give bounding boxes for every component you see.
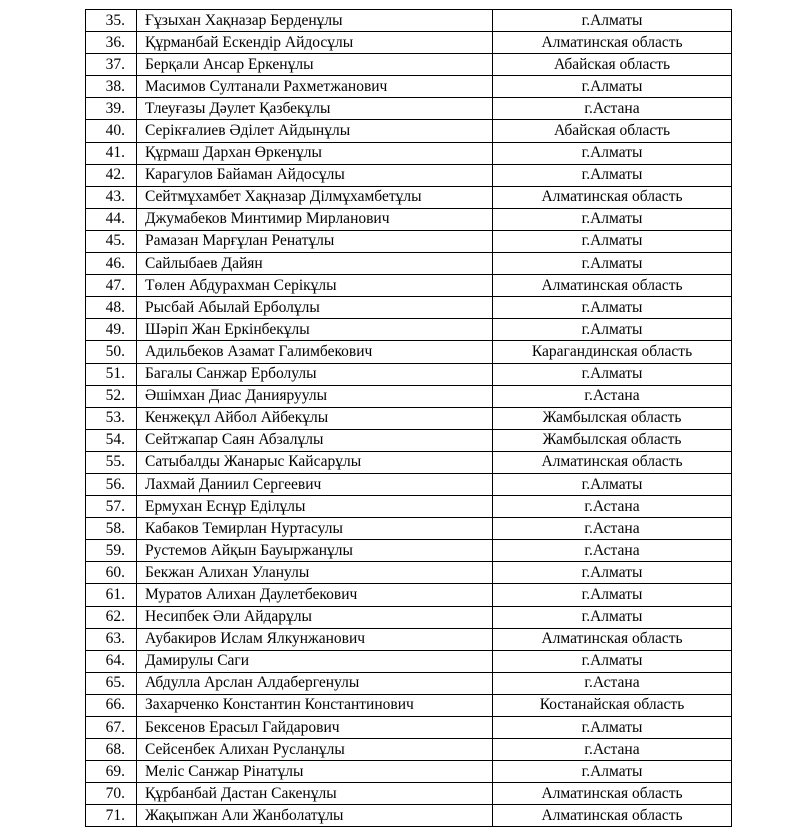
row-number: 52. [86,385,137,407]
row-number: 48. [86,297,137,319]
person-name: Абдулла Арслан Алдабергенулы [137,672,493,694]
table-row [86,297,732,319]
region-name: г.Алматы [493,650,732,672]
person-name: Дамирулы Саги [137,650,493,672]
row-number: 47. [86,275,137,297]
row-number: 50. [86,341,137,363]
person-name: Карагулов Байаман Айдосұлы [137,164,493,186]
table-row [86,275,732,297]
region-name: Алматинская область [493,628,732,650]
table-row [86,76,732,98]
region-name: г.Алматы [493,363,732,385]
person-name: Серікғалиев Әділет Айдынұлы [137,120,493,142]
table-row [86,540,732,562]
table-row [86,32,732,54]
table-row [86,385,732,407]
row-number: 67. [86,717,137,739]
row-number: 55. [86,451,137,473]
region-name: Жамбылская область [493,429,732,451]
person-name: Шәріп Жан Еркінбекұлы [137,319,493,341]
row-number: 63. [86,628,137,650]
person-name: Ермухан Еснұр Еділұлы [137,496,493,518]
table-row [86,739,732,761]
table-row [86,253,732,275]
table-row [86,518,732,540]
row-number: 43. [86,186,137,208]
person-name: Сатыбалды Жанарыс Кайсарұлы [137,451,493,473]
region-name: г.Алматы [493,297,732,319]
region-name: г.Астана [493,540,732,562]
table-row [86,672,732,694]
person-name: Масимов Султанали Рахметжанович [137,76,493,98]
table-row [86,650,732,672]
table-row [86,783,732,805]
person-name: Бексенов Ерасыл Гайдарович [137,717,493,739]
region-name: г.Алматы [493,562,732,584]
person-name: Меліс Санжар Рінатұлы [137,761,493,783]
table-row [86,363,732,385]
person-name: Берқали Ансар Еркенұлы [137,54,493,76]
person-name: Тлеуғазы Дәулет Қазбекұлы [137,98,493,120]
row-number: 49. [86,319,137,341]
person-name: Кенжеқұл Айбол Айбекұлы [137,407,493,429]
person-name: Жақыпжан Али Жанболатұлы [137,805,493,827]
table-row [86,142,732,164]
row-number: 58. [86,518,137,540]
person-name: Құрбанбай Дастан Сакенұлы [137,783,493,805]
person-name: Бекжан Алихан Уланулы [137,562,493,584]
table-row [86,164,732,186]
table-row [86,230,732,252]
row-number: 65. [86,672,137,694]
row-number: 66. [86,694,137,716]
row-number: 62. [86,606,137,628]
person-name: Рустемов Айқын Бауыржанұлы [137,540,493,562]
person-name: Аубакиров Ислам Ялкунжанович [137,628,493,650]
region-name: Абайская область [493,54,732,76]
person-name: Ғұзыхан Хақназар Берденұлы [137,10,493,32]
person-name: Багалы Санжар Ерболулы [137,363,493,385]
table-row [86,473,732,495]
table-body [86,10,732,827]
region-name: г.Астана [493,518,732,540]
table-row [86,319,732,341]
person-name: Муратов Алихан Даулетбекович [137,584,493,606]
row-number: 68. [86,739,137,761]
row-number: 54. [86,429,137,451]
person-name: Рысбай Абылай Ерболұлы [137,297,493,319]
region-name: г.Алматы [493,164,732,186]
person-name: Әшімхан Диас Данияруулы [137,385,493,407]
row-number: 40. [86,120,137,142]
region-name: г.Астана [493,98,732,120]
table-row [86,341,732,363]
row-number: 59. [86,540,137,562]
region-name: г.Алматы [493,10,732,32]
region-name: Алматинская область [493,805,732,827]
region-name: г.Алматы [493,208,732,230]
row-number: 56. [86,473,137,495]
region-name: г.Алматы [493,76,732,98]
table-row [86,562,732,584]
table-row [86,120,732,142]
table-row [86,761,732,783]
person-name: Сейтмұхамбет Хақназар Ділмұхамбетұлы [137,186,493,208]
row-number: 42. [86,164,137,186]
table-row [86,407,732,429]
person-name: Сейтжапар Саян Абзалұлы [137,429,493,451]
student-list-table [85,9,732,827]
region-name: г.Астана [493,496,732,518]
person-name: Құрманбай Ескендір Айдосұлы [137,32,493,54]
person-name: Сайлыбаев Дайян [137,253,493,275]
person-name: Несипбек Әли Айдарұлы [137,606,493,628]
region-name: Алматинская область [493,783,732,805]
person-name: Рамазан Марғұлан Ренатұлы [137,230,493,252]
row-number: 39. [86,98,137,120]
table-row [86,805,732,827]
row-number: 61. [86,584,137,606]
region-name: г.Астана [493,385,732,407]
region-name: Алматинская область [493,451,732,473]
row-number: 70. [86,783,137,805]
table-row [86,496,732,518]
row-number: 60. [86,562,137,584]
row-number: 36. [86,32,137,54]
region-name: г.Алматы [493,761,732,783]
table-row [86,717,732,739]
region-name: г.Алматы [493,230,732,252]
row-number: 71. [86,805,137,827]
person-name: Құрмаш Дархан Өркенұлы [137,142,493,164]
region-name: Карагандинская область [493,341,732,363]
row-number: 44. [86,208,137,230]
region-name: Алматинская область [493,275,732,297]
region-name: Алматинская область [493,186,732,208]
row-number: 46. [86,253,137,275]
region-name: г.Астана [493,672,732,694]
region-name: г.Алматы [493,606,732,628]
region-name: г.Астана [493,739,732,761]
region-name: г.Алматы [493,319,732,341]
person-name: Адильбеков Азамат Галимбекович [137,341,493,363]
row-number: 51. [86,363,137,385]
person-name: Сейсенбек Алихан Русланұлы [137,739,493,761]
region-name: Абайская область [493,120,732,142]
table-row [86,584,732,606]
row-number: 45. [86,230,137,252]
region-name: г.Алматы [493,142,732,164]
person-name: Лахмай Даниил Сергеевич [137,473,493,495]
table-row [86,451,732,473]
person-name: Кабаков Темирлан Нуртасулы [137,518,493,540]
row-number: 64. [86,650,137,672]
region-name: г.Алматы [493,584,732,606]
region-name: г.Алматы [493,253,732,275]
table-row [86,694,732,716]
table-row [86,628,732,650]
region-name: г.Алматы [493,717,732,739]
person-name: Төлен Абдурахман Серікұлы [137,275,493,297]
person-name: Захарченко Константин Константинович [137,694,493,716]
row-number: 57. [86,496,137,518]
table-row [86,10,732,32]
table-row [86,54,732,76]
table-row [86,429,732,451]
table-row [86,186,732,208]
row-number: 38. [86,76,137,98]
person-name: Джумабеков Минтимир Мирланович [137,208,493,230]
table-row [86,606,732,628]
row-number: 69. [86,761,137,783]
region-name: г.Алматы [493,473,732,495]
table-row [86,98,732,120]
row-number: 35. [86,10,137,32]
region-name: Костанайская область [493,694,732,716]
row-number: 53. [86,407,137,429]
region-name: Алматинская область [493,32,732,54]
region-name: Жамбылская область [493,407,732,429]
row-number: 41. [86,142,137,164]
row-number: 37. [86,54,137,76]
table-row [86,208,732,230]
